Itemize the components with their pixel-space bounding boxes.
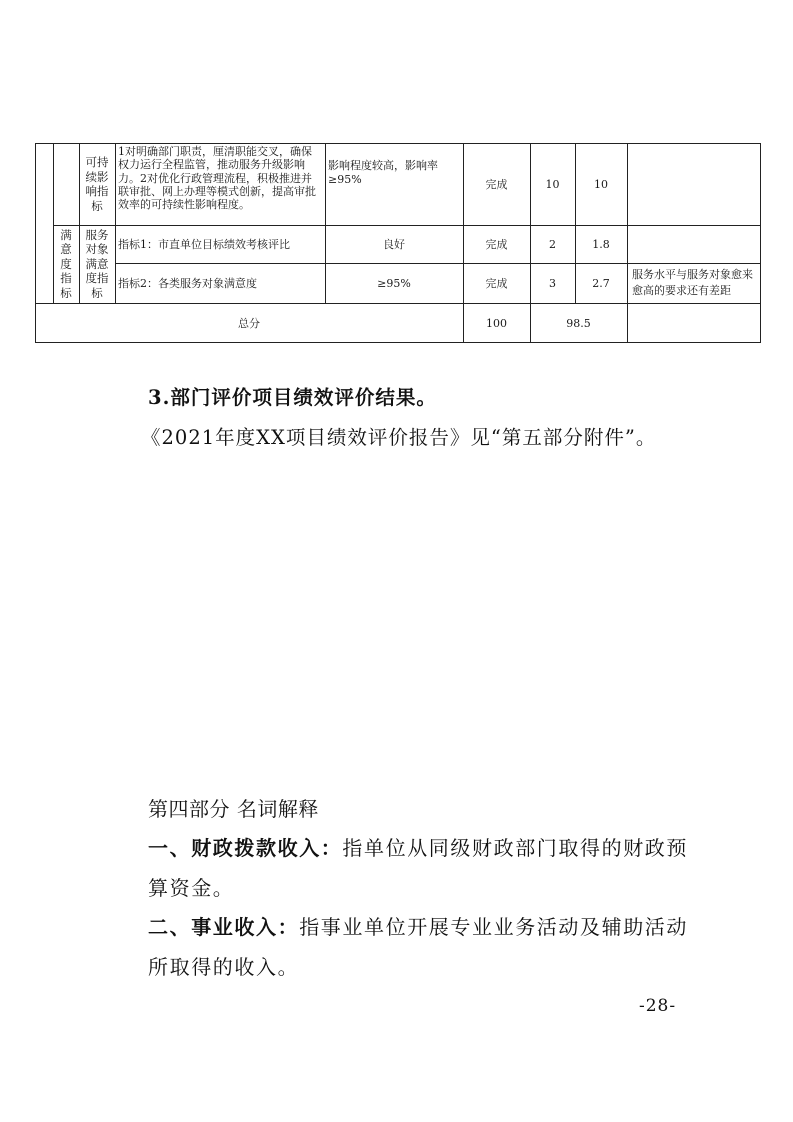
remark xyxy=(627,143,760,225)
definition-term: 一、财政拨款收入： xyxy=(148,836,343,860)
actual-value: 影响程度较高，影响率≥95% xyxy=(328,159,438,186)
remark: 服务水平与服务对象愈来愈高的要求还有差距 xyxy=(632,268,753,297)
total-label: 总分 xyxy=(238,316,260,330)
weight: 3 xyxy=(549,276,556,290)
indicator-name: 可持续影响指标 xyxy=(85,155,109,213)
total-weight: 100 xyxy=(486,316,507,330)
indicator-content: 指标1：市直单位目标绩效考核评比 xyxy=(118,237,290,251)
part4-heading: 第四部分 名词解释 xyxy=(148,797,319,821)
total-score: 98.5 xyxy=(566,316,591,330)
indicator-content: 指标2：各类服务对象满意度 xyxy=(118,276,257,290)
definition-item xyxy=(148,907,708,987)
actual-value: 良好 xyxy=(383,237,405,251)
total-remark xyxy=(627,303,760,343)
status: 完成 xyxy=(485,177,508,191)
definition-item xyxy=(148,828,708,908)
actual-value: ≥95% xyxy=(377,276,411,290)
section3-text: 《2021年度XX项目绩效评价报告》见“第五部分附件”。 xyxy=(141,426,657,449)
score: 10 xyxy=(594,177,608,191)
definition-text: 指单位从同级财政部门取得的财政预算资金。 xyxy=(148,836,689,900)
status: 完成 xyxy=(485,276,508,290)
satisfaction-category: 满意度指标 xyxy=(60,227,72,300)
remark xyxy=(627,225,760,263)
score: 2.7 xyxy=(592,276,610,290)
col-line-9 xyxy=(760,143,761,343)
satisfaction-subcategory: 服务对象满意度指标 xyxy=(85,227,109,300)
performance-table xyxy=(35,143,761,343)
page-number: -28- xyxy=(639,996,677,1016)
indicator-content: 1对明确部门职责，厘清职能交叉，确保权力运行全程监管，推动服务升级影响力。2对优化行政管理流程，积极推进并联审批、网上办理等模式创新，提高审批效率的可持续性影响程度。 xyxy=(118,145,316,212)
weight: 2 xyxy=(549,237,556,251)
weight: 10 xyxy=(545,177,560,191)
score: 1.8 xyxy=(592,237,610,251)
definition-text: 指事业单位开展专业业务活动及辅助活动所取得的收入。 xyxy=(148,915,689,979)
status: 完成 xyxy=(485,237,508,251)
section3-heading: 3.部门评价项目绩效评价结果。 xyxy=(148,386,437,409)
definition-term: 二、事业收入： xyxy=(148,915,300,939)
